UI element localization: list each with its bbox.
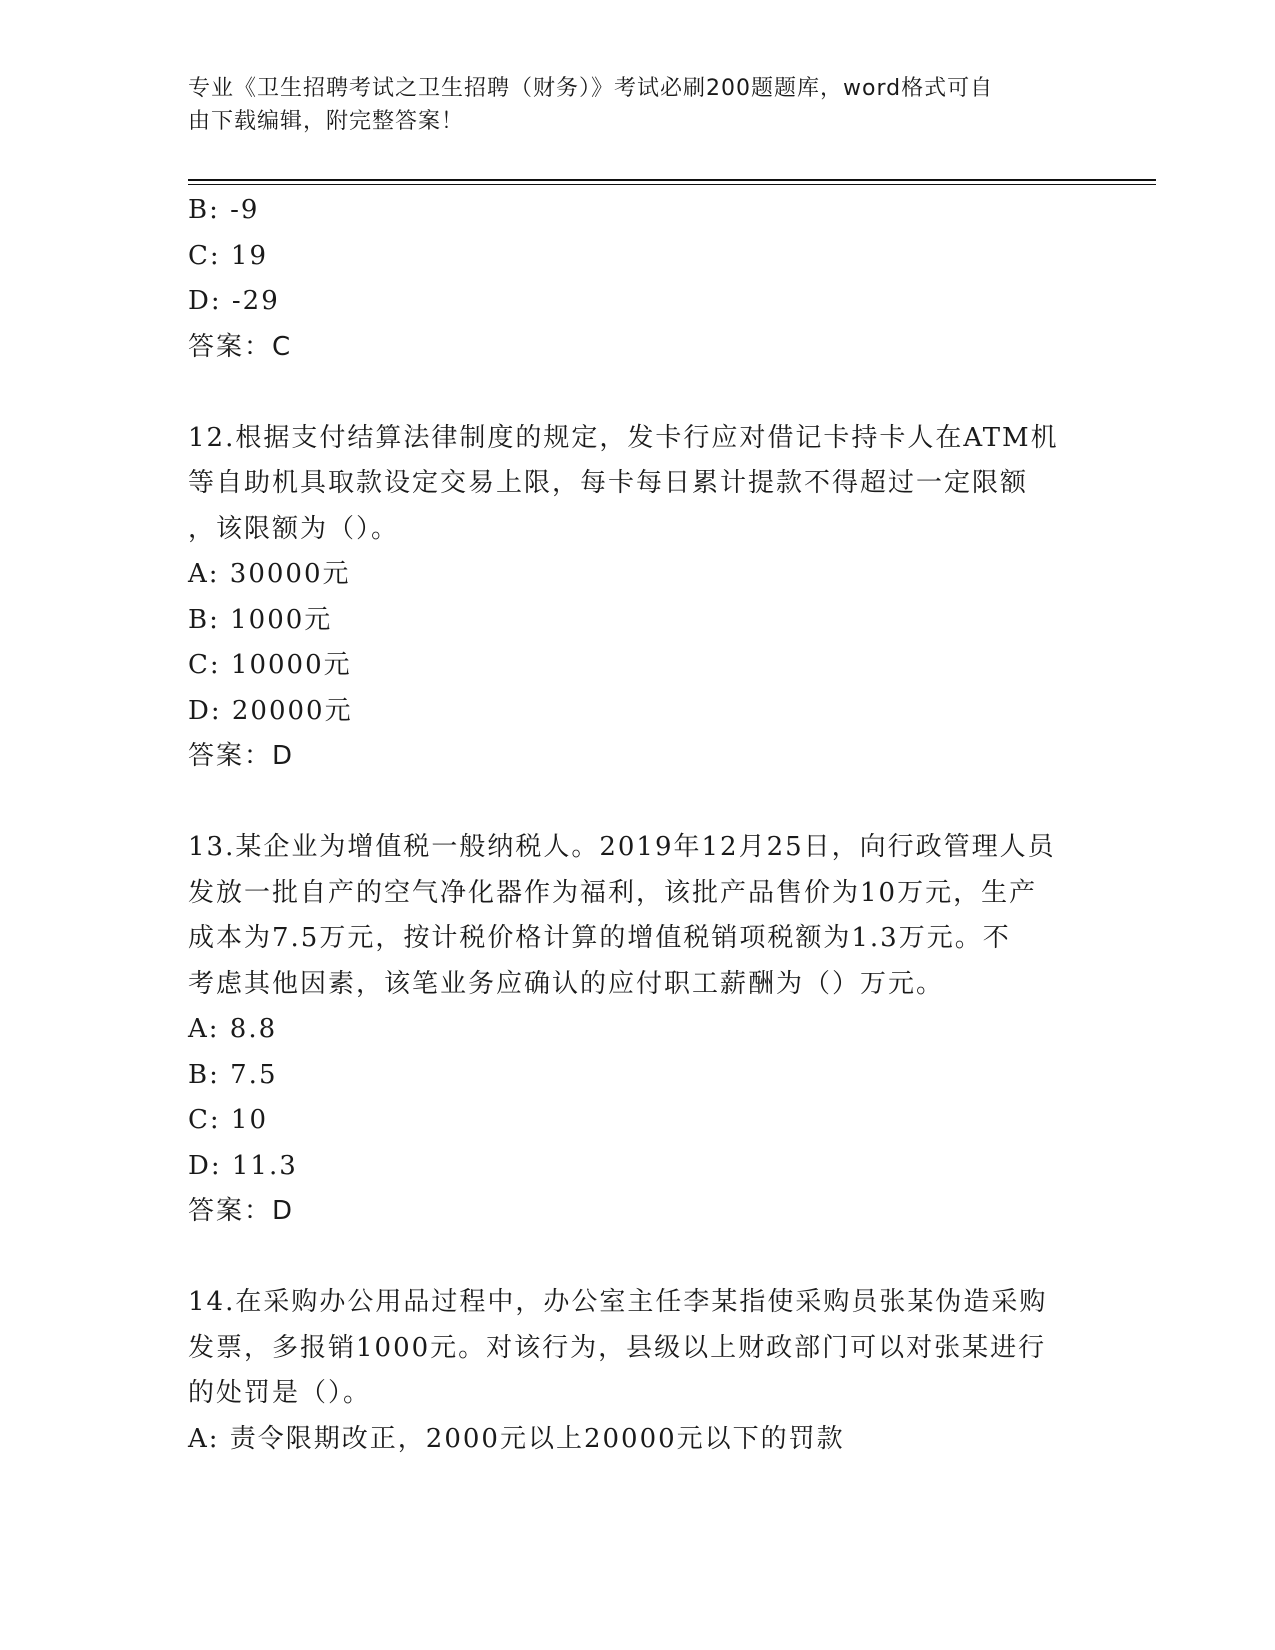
option-c: C: 10: [188, 1105, 269, 1135]
option-d: D: -29: [188, 286, 280, 316]
question-stem-line: 考虑其他因素，该笔业务应确认的应付职工薪酬为（）万元。: [188, 968, 945, 999]
spacer: [188, 370, 1088, 416]
header-divider-thick: [188, 179, 1156, 181]
question-stem-line: 14.在采购办公用品过程中，办公室主任李某指使采购员张某伪造采购: [188, 1287, 1048, 1317]
option-a: A: 30000元: [188, 559, 351, 589]
question-13: [188, 825, 1088, 1235]
question-stem-line: ，该限额为（）。: [188, 513, 400, 544]
option-b: B: 7.5: [188, 1059, 278, 1090]
answer: 答案：C: [188, 331, 293, 362]
option-d: D: 11.3: [188, 1150, 298, 1181]
question-12: [188, 416, 1088, 780]
answer: 答案：D: [188, 1196, 295, 1226]
question-stem-line: 成本为7.5万元，按计税价格计算的增值税销项税额为1.3万元。不: [188, 923, 1011, 953]
option-c: C: 10000元: [188, 650, 352, 680]
option-d: D: 20000元: [188, 695, 353, 726]
option-c: C: 19: [188, 240, 269, 271]
question-stem-line: 发票，多报销1000元。对该行为，县级以上财政部门可以对张某进行: [188, 1332, 1047, 1363]
option-b: B: -9: [188, 195, 260, 225]
question-stem-line: 等自助机具取款设定交易上限，每卡每日累计提款不得超过一定限额: [188, 468, 1029, 498]
question-stem-line: 发放一批自产的空气净化器作为福利，该批产品售价为10万元，生产: [188, 877, 1038, 908]
question-stem-line: 的处罚是（）。: [188, 1378, 372, 1408]
header-line-1: 专业《卫生招聘考试之卫生招聘（财务）》考试必刷200题题库，word格式可自: [188, 76, 994, 101]
spacer: [188, 780, 1088, 826]
option-b: B: 1000元: [188, 604, 333, 635]
answer: 答案：D: [188, 741, 295, 771]
question-stem-line: 12.根据支付结算法律制度的规定，发卡行应对借记卡持卡人在ATM机: [188, 422, 1059, 453]
header-line-2: 由下载编辑，附完整答案！: [188, 109, 465, 134]
option-a: A: 责令限期改正，2000元以上20000元以下的罚款: [188, 1423, 845, 1454]
question-14: [188, 1280, 1088, 1462]
question-11: [188, 188, 1088, 370]
option-a: A: 8.8: [188, 1014, 278, 1044]
question-list: [188, 188, 1088, 1462]
spacer: [188, 1235, 1088, 1281]
header-divider-thin: [188, 184, 1156, 185]
question-stem-line: 13.某企业为增值税一般纳税人。2019年12月25日，向行政管理人员: [188, 832, 1056, 862]
document-header: [188, 72, 1088, 138]
